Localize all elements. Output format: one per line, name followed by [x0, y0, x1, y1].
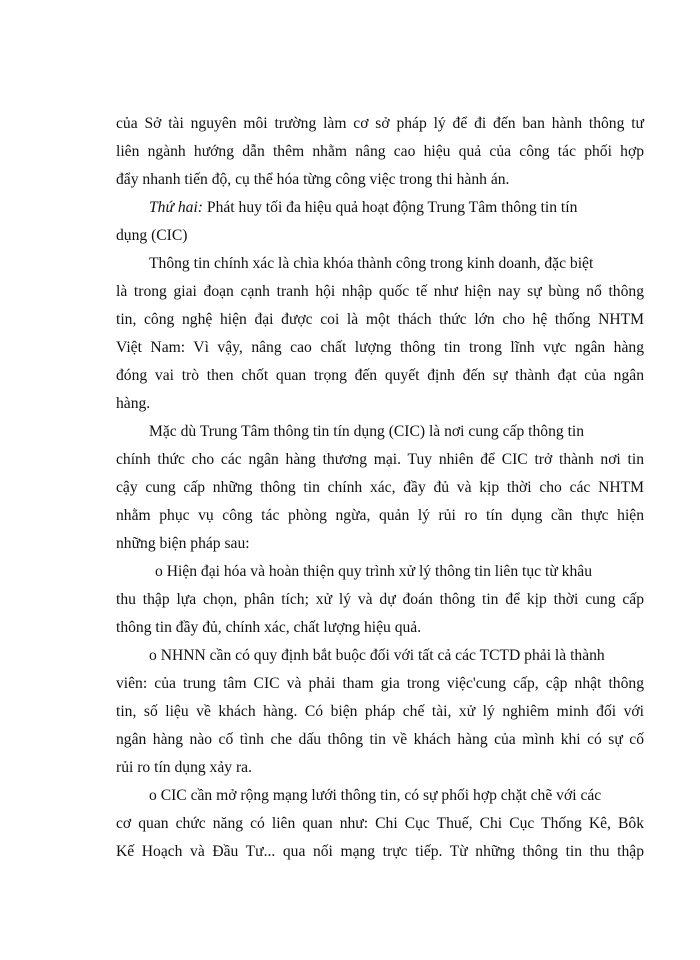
text-line: thông tin đầy đủ, chính xác, chất lượng hiệu quả.	[116, 619, 422, 636]
text-line: dụng (CIC)	[116, 227, 188, 244]
paragraph-second-measure	[116, 194, 644, 250]
text-line: tin, công nghệ hiện đại được coi là một thách thức lớn cho hệ thống NHTM	[116, 311, 644, 328]
text-line: cậy cung cấp những thông tin chính xác, đầy đủ và kịp thời cho các NHTM	[116, 479, 644, 496]
text-line: của Sở tài nguyên môi trường làm cơ sở pháp lý để đi đến ban hành thông tư	[116, 115, 644, 132]
section-lead: Thứ hai:	[149, 199, 203, 216]
text-line: ngân hàng nào cố tình che dấu thông tin về khách hàng của mình khi có sự cố	[116, 731, 644, 748]
text-line: tin, số liệu về khách hàng. Có biện pháp chế tài, xử lý nghiêm minh đối với	[116, 703, 644, 720]
paragraph-cic	[116, 418, 644, 558]
text-line: đóng vai trò then chốt quan trọng đến quyết định đến sự thành đạt của ngân	[116, 367, 644, 384]
paragraph-intro	[116, 110, 644, 194]
text-line: Việt Nam: Vì vậy, nâng cao chất lượng thông tin trong lĩnh vực ngân hàng	[116, 339, 644, 356]
text-line: đẩy nhanh tiến độ, cụ thể hóa từng công việc trong thi hành án.	[116, 171, 510, 188]
heading-line	[116, 194, 644, 222]
text-line: o NHNN cần có quy định bắt buộc đối với tất cả các TCTD phải là thành	[149, 647, 605, 664]
text-line: Kế Hoạch và Đầu Tư... qua nối mạng trực tiếp. Từ những thông tin thu thập	[116, 843, 644, 860]
text-line: Thông tin chính xác là chìa khóa thành công trong kinh doanh, đặc biệt	[149, 255, 594, 272]
text-line: viên: của trung tâm CIC và phải tham gia trong việc'cung cấp, cập nhật thông	[116, 675, 644, 692]
text-line: o Hiện đại hóa và hoàn thiện quy trình xử lý thông tin liên tục từ khâu	[155, 563, 592, 580]
text-line: liên ngành hướng dẫn thêm nhằm nâng cao hiệu quả của công tác phối hợp	[116, 143, 644, 160]
bullet-item-network	[116, 782, 644, 866]
text-line: thu thập lựa chọn, phân tích; xử lý và dự đoán thông tin để kịp thời cung cấp	[116, 591, 644, 608]
text-line: cơ quan chức năng có liên quan như: Chi Cục Thuế, Chi Cục Thống Kê, Bôk	[116, 815, 644, 832]
text-line: rủi ro tín dụng xảy ra.	[116, 759, 252, 776]
text-line: Mặc dù Trung Tâm thông tin tín dụng (CIC) là nơi cung cấp thông tin	[149, 423, 585, 440]
heading-text: Phát huy tối đa hiệu quả hoạt động Trung Tâm thông tin tín	[203, 199, 578, 216]
text-line: những biện pháp sau:	[116, 535, 250, 552]
text-line: hàng.	[116, 395, 151, 412]
text-line: nhằm phục vụ công tác phòng ngừa, quản lý rủi ro tín dụng cần thực hiện	[116, 507, 644, 524]
bullet-item-nhnn	[116, 642, 644, 782]
text-line: o CIC cần mở rộng mạng lưới thông tin, có sự phối hợp chặt chẽ với các	[149, 787, 602, 804]
text-line: là trong giai đoạn cạnh tranh hội nhập quốc tế như hiện nay sự bùng nổ thông	[116, 283, 644, 300]
paragraph-information	[116, 250, 644, 418]
document-page	[116, 110, 644, 866]
text-line: chính thức cho các ngân hàng thương mại. Tuy nhiên để CIC trở thành nơi tin	[116, 451, 644, 468]
bullet-item-modernize	[116, 558, 644, 642]
